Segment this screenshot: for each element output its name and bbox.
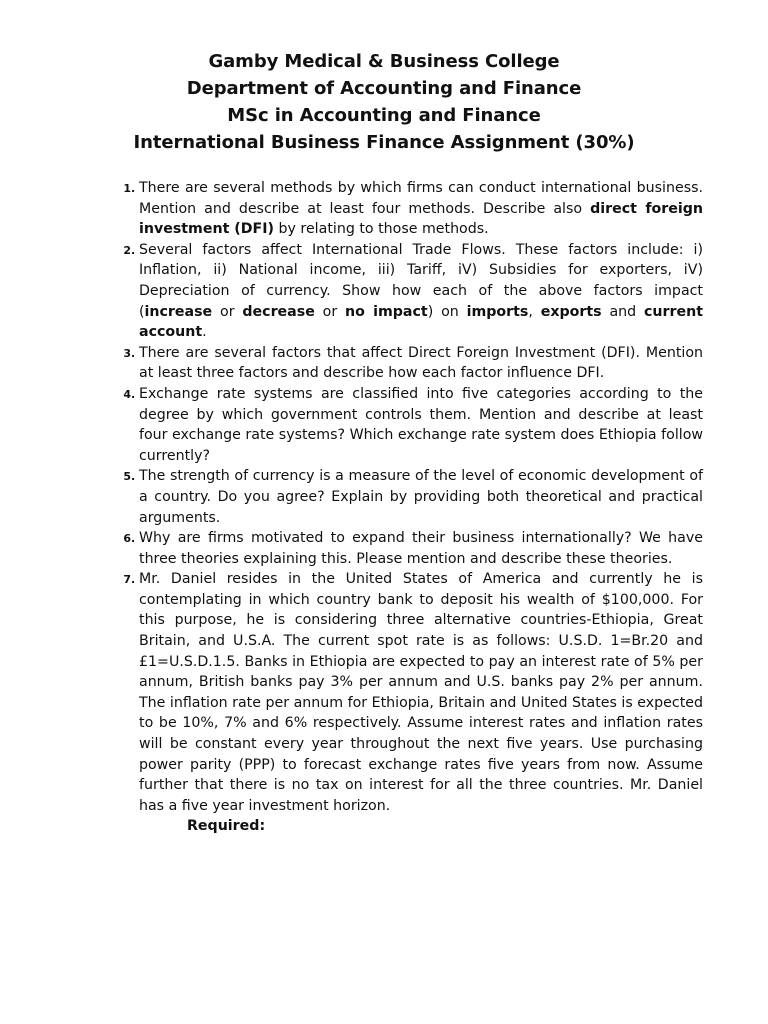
question-5: 5. The strength of currency is a measure of the level of economic development of a country. Do you agree? Explain by providing both theoretical and practical arguments.	[139, 466, 703, 528]
department-name: Department of Accounting and Finance	[186, 78, 582, 99]
question-list	[112, 178, 703, 837]
college-name: Gamby Medical & Business College	[208, 51, 560, 72]
required-label: Required:	[187, 818, 266, 835]
question-7: 7. Mr. Daniel resides in the United States of America and currently he is contemplating in which country bank to deposit his wealth of $100,000. For this purpose, he is considering three alternative countries-Ethiopia, Great Britain, and U.S.A. The current spot rate is as follows: U.S.D. 1=Br.20 and £1=U.S.D.1.5. Banks in Ethiopia are expected to pay an interest rate of 5% per annum, British banks pay 3% per annum and U.S. banks pay 2% per annum. The inflation rate per annum for Ethiopia, Britain and United States is expected to be 10%, 7% and 6% respectively. Assume interest rates and inflation rates will be constant every year throughout the next five years. Use purchasing power parity (PPP) to forecast exchange rates five years from now. Assume further that there is no tax on interest for all the three countries. Mr. Daniel has a five year investment horizon. Required:	[139, 569, 703, 837]
document-header	[0, 48, 768, 156]
question-6: 6. Why are firms motivated to expand their business internationally? We have three theories explaining this. Please mention and describe these theories.	[139, 528, 703, 569]
assignment-title: International Business Finance Assignment (30%)	[133, 132, 635, 153]
question-2: 2. Several factors affect International Trade Flows. These factors include: i) Inflation, ii) National income, iii) Tariff, iV) Subsidies for exporters, iV) Depreciation of currency. Show how each of the above factors impact (increase or decrease or no impact) on imports, exports and current account.	[139, 240, 703, 343]
question-4: 4. Exchange rate systems are classified into five categories according to the degree by which government controls them. Mention and describe at least four exchange rate systems? Which exchange rate system does Ethiopia follow currently?	[139, 384, 703, 466]
question-1: 1. There are several methods by which firms can conduct international business. Mention and describe at least four methods. Describe also direct foreign investment (DFI) by relating to those methods.	[139, 178, 703, 240]
program-name: MSc in Accounting and Finance	[227, 105, 541, 126]
question-3: 3. There are several factors that affect Direct Foreign Investment (DFI). Mention at least three factors and describe how each factor influence DFI.	[139, 343, 703, 384]
